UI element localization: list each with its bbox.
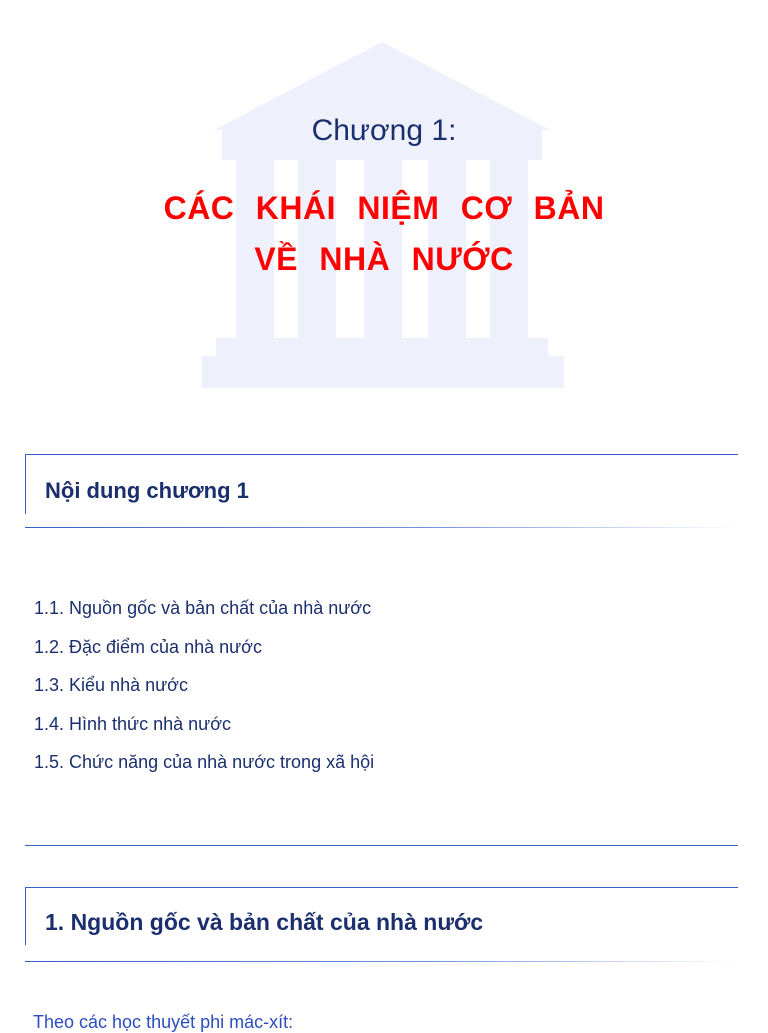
- header-bottom-rule: [25, 527, 738, 528]
- section-header-box: [25, 887, 738, 963]
- toc-item-1-4: 1.4. Hình thức nhà nước: [34, 714, 232, 734]
- section-heading: 1. Nguồn gốc và bản chất của nhà nước: [45, 909, 484, 935]
- title-slide: [0, 0, 768, 420]
- header-bottom-rule: [25, 961, 738, 962]
- header-left-rule: [25, 454, 26, 514]
- section-body-text: Theo các học thuyết phi mác-xít:: [33, 1012, 294, 1032]
- toc-item-1-1: 1.1. Nguồn gốc và bản chất của nhà nước: [34, 598, 372, 618]
- contents-heading: Nội dung chương 1: [45, 478, 249, 503]
- header-left-rule: [25, 887, 26, 945]
- header-top-rule: [25, 454, 738, 455]
- toc-item-1-5: 1.5. Chức năng của nhà nước trong xã hội: [34, 752, 375, 772]
- contents-header-box: [25, 454, 738, 529]
- chapter-title-line-1: CÁC KHÁI NIỆM CƠ BẢN: [163, 190, 605, 226]
- slide-divider: [25, 845, 738, 846]
- toc-item-1-3: 1.3. Kiểu nhà nước: [34, 675, 188, 695]
- header-top-rule: [25, 887, 738, 888]
- chapter-label: Chương 1:: [311, 114, 457, 147]
- toc-item-1-2: 1.2. Đặc điểm của nhà nước: [34, 637, 262, 657]
- chapter-title-line-2: VỀ NHÀ NƯỚC: [254, 241, 514, 277]
